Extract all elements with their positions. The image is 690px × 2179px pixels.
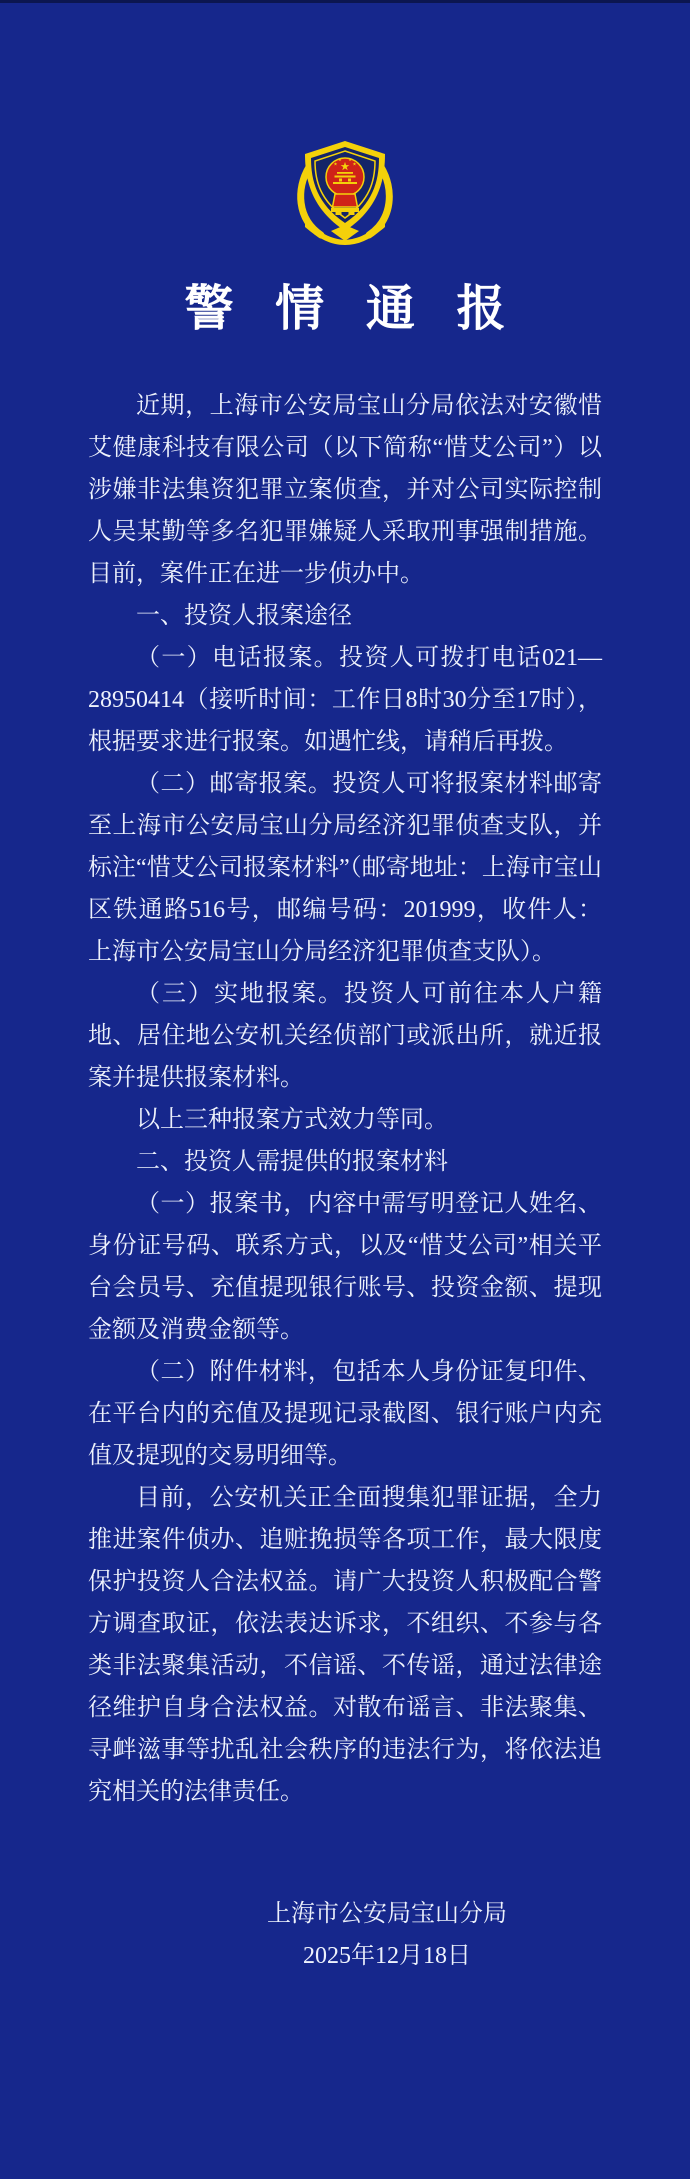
signature-date: 2025年12月18日 bbox=[303, 1943, 471, 1969]
section-heading-report-channels: 一、投资人报案途径 bbox=[136, 603, 352, 629]
notice-paragraph-attachments: （二）附件材料，包括本人身份证复印件、在平台内的充值及提现记录截图、银行账户内充值及提现的交易明细等。 bbox=[88, 1359, 602, 1469]
section-heading-required-materials: 二、投资人需提供的报案材料 bbox=[136, 1149, 448, 1175]
notice-paragraph-phone-report: （一）电话报案。投资人可拨打电话021—28950414（接听时间：工作日8时30分至17时），根据要求进行报案。如遇忙线，请稍后再拨。 bbox=[88, 645, 602, 755]
top-edge-strip bbox=[0, 0, 690, 3]
notice-body bbox=[88, 385, 602, 1977]
notice-paragraph-equal-validity: 以上三种报案方式效力等同。 bbox=[136, 1107, 448, 1133]
police-badge-icon bbox=[293, 137, 397, 247]
signature-block bbox=[130, 1893, 644, 1977]
notice-paragraph-mail-report: （二）邮寄报案。投资人可将报案材料邮寄至上海市公安局宝山分局经济犯罪侦查支队，并标注“惜艾公司报案材料”（邮寄地址：上海市宝山区铁通路516号，邮编号码：201999，收件人：上海市公安局宝山分局经济犯罪侦查支队）。 bbox=[88, 771, 602, 965]
notice-paragraph-report-letter: （一）报案书，内容中需写明登记人姓名、身份证号码、联系方式，以及“惜艾公司”相关平台会员号、充值提现银行账号、投资金额、提现金额及消费金额等。 bbox=[88, 1191, 602, 1343]
notice-title: 警情通报 bbox=[184, 281, 548, 336]
notice-paragraph-intro: 近期，上海市公安局宝山分局依法对安徽惜艾健康科技有限公司（以下简称“惜艾公司”）以涉嫌非法集资犯罪立案侦查，并对公司实际控制人吴某勤等多名犯罪嫌疑人采取刑事强制措施。目前，案件正在进一步侦办中。 bbox=[88, 393, 602, 587]
notice-paragraph-onsite-report: （三）实地报案。投资人可前往本人户籍地、居住地公安机关经侦部门或派出所，就近报案并提供报案材料。 bbox=[88, 981, 602, 1091]
notice-paragraph-closing: 目前，公安机关正全面搜集犯罪证据，全力推进案件侦办、追赃挽损等各项工作，最大限度保护投资人合法权益。请广大投资人积极配合警方调查取证，依法表达诉求，不组织、不参与各类非法聚集活动，不信谣、不传谣，通过法律途径维护自身合法权益。对散布谣言、非法聚集、寻衅滋事等扰乱社会秩序的违法行为，将依法追究相关的法律责任。 bbox=[88, 1485, 602, 1805]
signature-org: 上海市公安局宝山分局 bbox=[267, 1901, 507, 1927]
